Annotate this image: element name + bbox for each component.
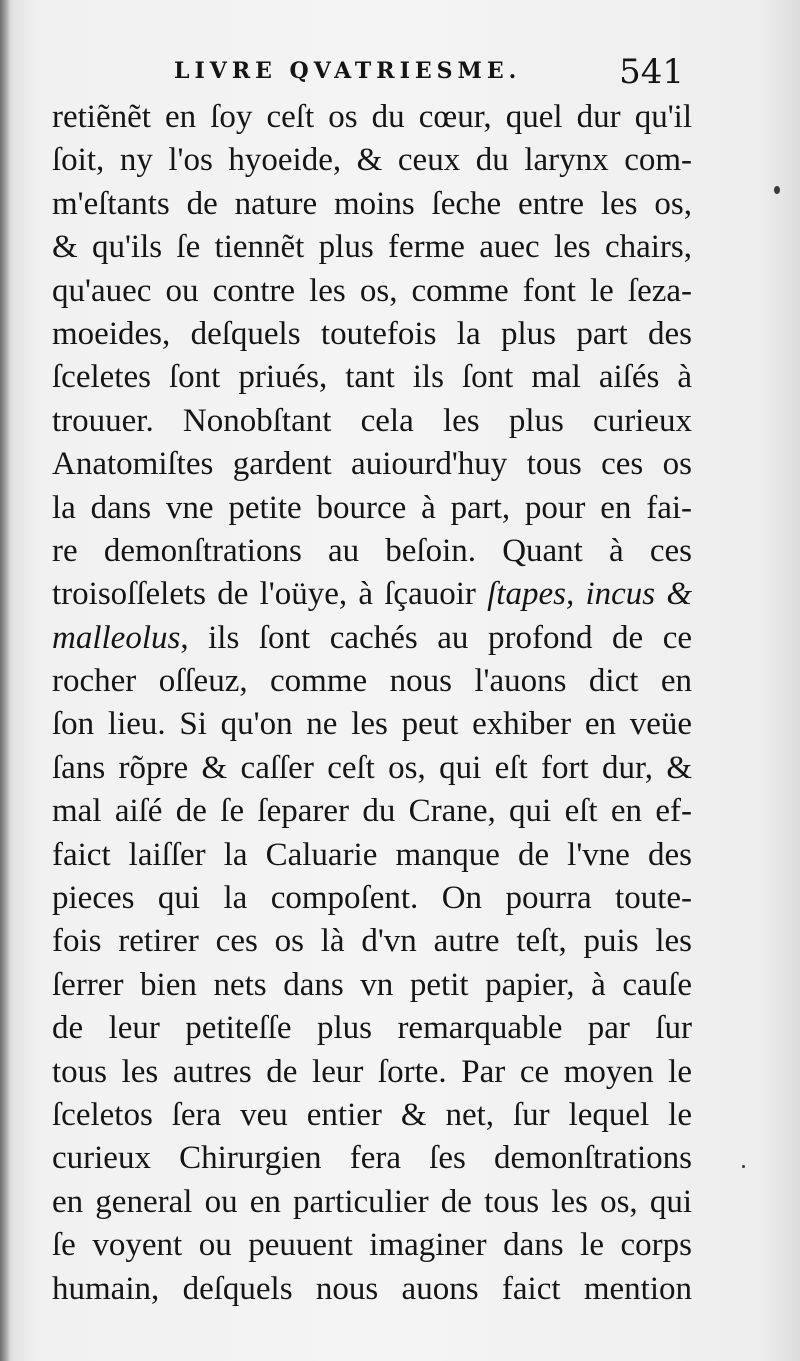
gutter-shadow bbox=[0, 0, 10, 1361]
text-line: en general ou en particulier de tous les os, qui bbox=[52, 1183, 692, 1220]
text-line: ſe voyent ou peuuent imaginer dans le corps bbox=[52, 1227, 692, 1264]
text-line-with-italic bbox=[52, 617, 692, 660]
italic-latin-terms: ſtapes, incus & bbox=[487, 576, 693, 613]
text-line: m'eſtants de nature moins ſeche entre les os, bbox=[52, 185, 692, 222]
text-line: rocher oſſeuz, comme nous l'auons dict en bbox=[52, 663, 692, 700]
text-line: fois retirer ces os là d'vn autre teſt, puis les bbox=[52, 923, 692, 960]
text-line: la dans vne petite bource à part, pour en fai- bbox=[52, 489, 692, 526]
text-line: ſerrer bien nets dans vn petit papier, à cauſe bbox=[52, 966, 692, 1003]
text-line: re demonſtrations au beſoin. Quant à ces bbox=[52, 532, 692, 569]
text-line: tous les autres de leur ſorte. Par ce moyen le bbox=[52, 1053, 692, 1090]
text-line: mal aiſé de ſe ſeparer du Crane, qui eſt en ef- bbox=[52, 793, 692, 830]
page-number: 541 bbox=[619, 52, 684, 92]
text-line: curieux Chirurgien fera ſes demonſtrations bbox=[52, 1140, 692, 1177]
text-line: humain, deſquels nous auons faict mention bbox=[52, 1270, 692, 1307]
text-line: ſceletes ſont priués, tant ils ſont mal aiſés à bbox=[52, 359, 692, 396]
text-line: trouuer. Nonobſtant cela les plus curieux bbox=[52, 402, 692, 439]
text-line: pieces qui la compoſent. On pourra toute- bbox=[52, 880, 692, 917]
running-head-title: LIVRE QVATRIESME. bbox=[174, 58, 522, 84]
text-line: ſans rõpre & caſſer ceſt os, qui eſt fort dur, & bbox=[52, 749, 692, 786]
body-text bbox=[52, 96, 692, 1311]
text-line: retiẽnẽt en ſoy ceſt os du cœur, quel dur qu'il bbox=[52, 99, 692, 135]
text-line: moeides, deſquels toutefois la plus part des bbox=[52, 315, 692, 352]
text-line: & qu'ils ſe tiennẽt plus ferme auec les chairs, bbox=[52, 229, 692, 266]
paper-speck bbox=[774, 186, 780, 194]
paper-speck bbox=[742, 1165, 745, 1168]
text-run: , ils ſont cachés au profond de ce bbox=[180, 619, 692, 656]
italic-latin-term: malleolus bbox=[52, 619, 181, 656]
text-run: troisoſſelets de l'oüye, à ſçauoir bbox=[52, 576, 476, 613]
text-line: de leur petiteſſe plus remarquable par ſur bbox=[52, 1010, 692, 1047]
text-line: qu'auec ou contre les os, comme font le ſeza- bbox=[52, 272, 692, 309]
text-line: ſon lieu. Si qu'on ne les peut exhiber en veüe bbox=[52, 706, 692, 743]
text-line-with-italic bbox=[52, 573, 692, 616]
text-line: faict laiſſer la Caluarie manque de l'vne des bbox=[52, 836, 692, 873]
text-line: ſoit, ny l'os hyoeide, & ceux du larynx com- bbox=[52, 142, 692, 179]
text-line: ſceletos ſera veu entier & net, ſur lequel le bbox=[52, 1096, 692, 1133]
text-line: Anatomiſtes gardent auiourd'huy tous ces os bbox=[52, 446, 692, 483]
